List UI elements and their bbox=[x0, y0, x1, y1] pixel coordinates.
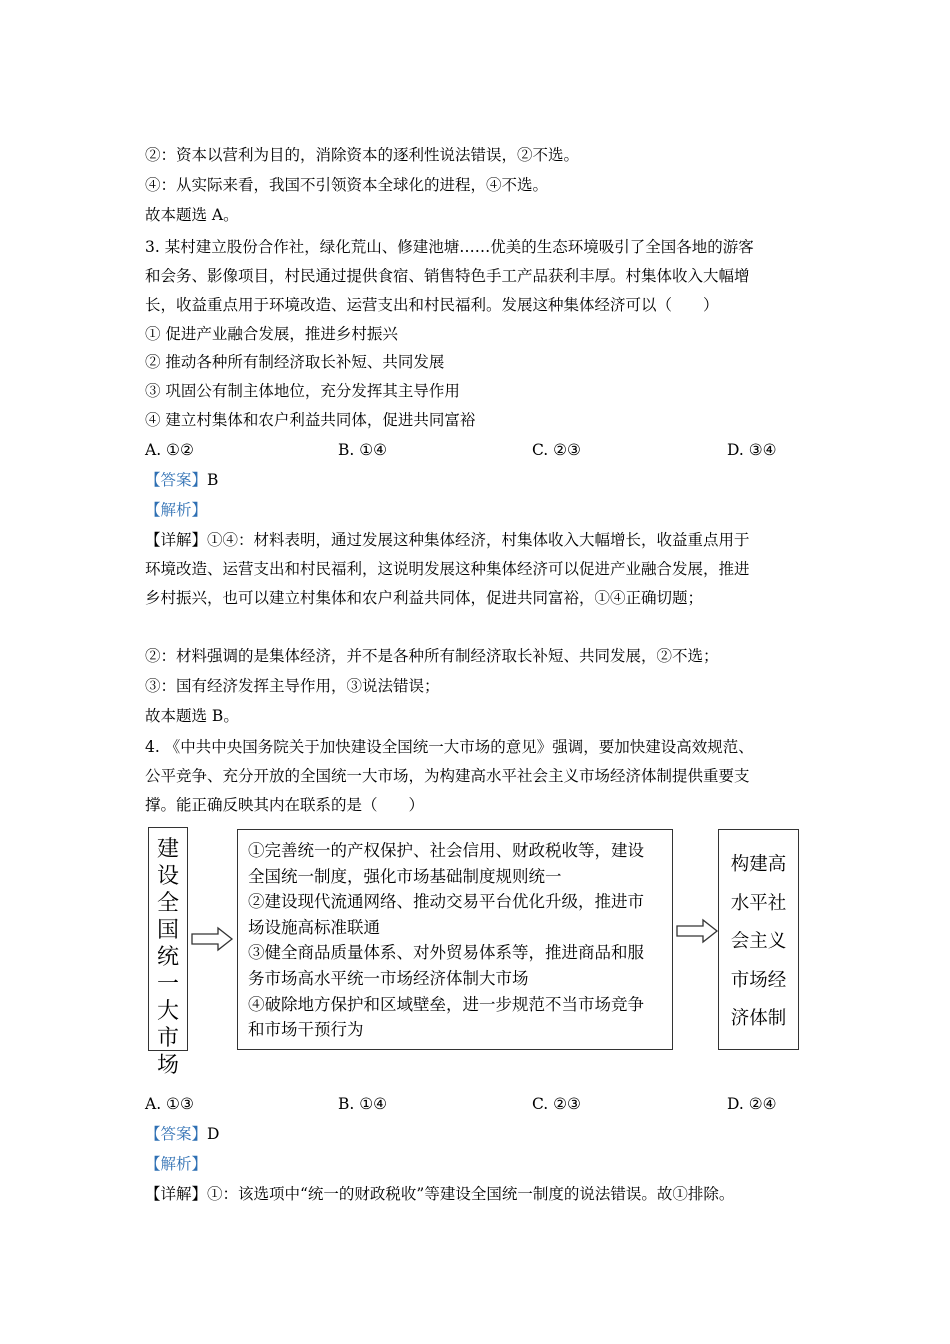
diagram-left-char: 市 bbox=[156, 1026, 179, 1051]
diagram-right-line: 济体制 bbox=[730, 1008, 787, 1029]
diagram-middle-line: 和市场干预行为 bbox=[248, 1020, 364, 1040]
diagram-left-char: 国 bbox=[156, 918, 179, 943]
q3-conclusion: 故本题选 B。 bbox=[145, 707, 239, 725]
diagram-middle-line: 场设施高标准联通 bbox=[248, 917, 380, 937]
diagram-middle-line: ①完善统一的产权保护、社会信用、财政税收等，建设 bbox=[248, 841, 644, 860]
q3-statement-2: ② 推动各种所有制经济取长补短、共同发展 bbox=[145, 353, 445, 371]
diagram-right-line: 会主义 bbox=[730, 931, 787, 952]
q3-analysis-tag: 【解析】 bbox=[145, 501, 208, 519]
q3-option-a: A. ①② bbox=[145, 441, 194, 459]
q2-explain-2: ②：资本以营利为目的，消除资本的逐利性说法错误，②不选。 bbox=[145, 146, 580, 164]
q4-option-c: C. ②③ bbox=[532, 1095, 581, 1113]
arrow-right-icon bbox=[675, 918, 719, 944]
q4-stem-line-2: 公平竞争、充分开放的全国统一大市场，为构建高水平社会主义市场经济体制提供重要支 bbox=[145, 767, 750, 785]
q4-detail: 【详解】①：该选项中“统一的财政税收”等建设全国统一制度的说法错误。故①排除。 bbox=[145, 1185, 735, 1203]
q4-answer bbox=[145, 1124, 219, 1144]
q4-answer-tag: 【答案】 bbox=[145, 1125, 208, 1143]
q3-stem-line-3: 长，收益重点用于环境改造、运营支出和村民福利。发展这种集体经济可以（ ） bbox=[145, 296, 719, 314]
q4-option-d: D. ②④ bbox=[727, 1095, 777, 1113]
diagram-right-box bbox=[718, 829, 799, 1050]
q3-detail-line-1: 【详解】①④：材料表明，通过发展这种集体经济，村集体收入大幅增长，收益重点用于 bbox=[145, 531, 750, 549]
diagram-right-line: 构建高 bbox=[730, 854, 787, 875]
q3-stem-line-1: 3. 某村建立股份合作社，绿化荒山、修建池塘……优美的生态环境吸引了全国各地的游客 bbox=[145, 238, 754, 256]
diagram-middle-line: 务市场高水平统一市场经济体制大市场 bbox=[248, 968, 529, 988]
q3-statement-3: ③ 巩固公有制主体地位，充分发挥其主导作用 bbox=[145, 382, 460, 400]
q3-answer bbox=[145, 470, 218, 490]
q3-statement-1: ① 促进产业融合发展，推进乡村振兴 bbox=[145, 325, 398, 343]
q3-detail-line-3: 乡村振兴，也可以建立村集体和农户利益共同体，促进共同富裕，①④正确切题； bbox=[145, 589, 704, 607]
diagram-right-line: 市场经 bbox=[730, 969, 787, 991]
q3-detail-line-2: 环境改造、运营支出和村民福利，这说明发展这种集体经济可以促进产业融合发展，推进 bbox=[145, 560, 750, 578]
diagram-middle-text bbox=[248, 838, 666, 1043]
diagram-left-char: 统 bbox=[156, 945, 179, 970]
diagram-middle-line: ②建设现代流通网络、推动交易平台优化升级，推进市 bbox=[248, 892, 644, 912]
diagram-middle-line: ④破除地方保护和区域壁垒，进一步规范不当市场竞争 bbox=[248, 994, 644, 1014]
diagram-right-line: 水平社 bbox=[730, 892, 787, 914]
q3-option-c: C. ②③ bbox=[532, 441, 581, 459]
q4-option-a: A. ①③ bbox=[145, 1095, 194, 1113]
diagram-left-char: 全 bbox=[156, 891, 179, 916]
q3-explain-3: ③：国有经济发挥主导作用，③说法错误； bbox=[145, 677, 440, 695]
diagram-left-box bbox=[148, 827, 188, 1078]
q2-explain-4: ④：从实际来看，我国不引领资本全球化的进程，④不选。 bbox=[145, 176, 549, 194]
diagram-middle-box bbox=[237, 829, 673, 1050]
diagram-left-char: 一 bbox=[156, 972, 179, 997]
q3-answer-value: B bbox=[207, 471, 219, 489]
diagram-middle-line: 全国统一制度，强化市场基础制度规则统一 bbox=[248, 866, 562, 886]
q3-option-d: D. ③④ bbox=[727, 441, 777, 459]
q2-conclusion: 故本题选 A。 bbox=[145, 206, 239, 224]
diagram-left-char: 建 bbox=[156, 837, 179, 862]
diagram-right-text bbox=[719, 846, 798, 1039]
q4-option-b: B. ①④ bbox=[338, 1095, 388, 1113]
diagram-left-char: 大 bbox=[156, 999, 179, 1024]
q3-answer-tag: 【答案】 bbox=[145, 471, 208, 489]
q3-explain-2: ②：材料强调的是集体经济，并不是各种所有制经济取长补短、共同发展，②不选； bbox=[145, 647, 719, 665]
diagram-left-text bbox=[149, 836, 187, 1079]
q4-stem-line-1: 4. 《中共中央国务院关于加快建设全国统一大市场的意见》强调，要加快建设高效规范、 bbox=[145, 738, 754, 756]
q3-statement-4: ④ 建立村集体和农户利益共同体，促进共同富裕 bbox=[145, 411, 476, 429]
arrow-right-icon bbox=[190, 926, 234, 952]
q3-stem-line-2: 和会务、影像项目，村民通过提供食宿、销售特色手工产品获利丰厚。村集体收入大幅增 bbox=[145, 267, 750, 285]
diagram-left-char: 设 bbox=[156, 864, 179, 889]
diagram-middle-line: ③健全商品质量体系、对外贸易体系等，推进商品和服 bbox=[248, 943, 644, 963]
q4-stem-line-3: 撑。能正确反映其内在联系的是（ ） bbox=[145, 796, 425, 814]
q3-option-b: B. ①④ bbox=[338, 441, 388, 459]
q4-answer-value: D bbox=[207, 1125, 220, 1143]
q4-analysis-tag: 【解析】 bbox=[145, 1155, 208, 1173]
diagram-left-char: 场 bbox=[156, 1053, 179, 1078]
